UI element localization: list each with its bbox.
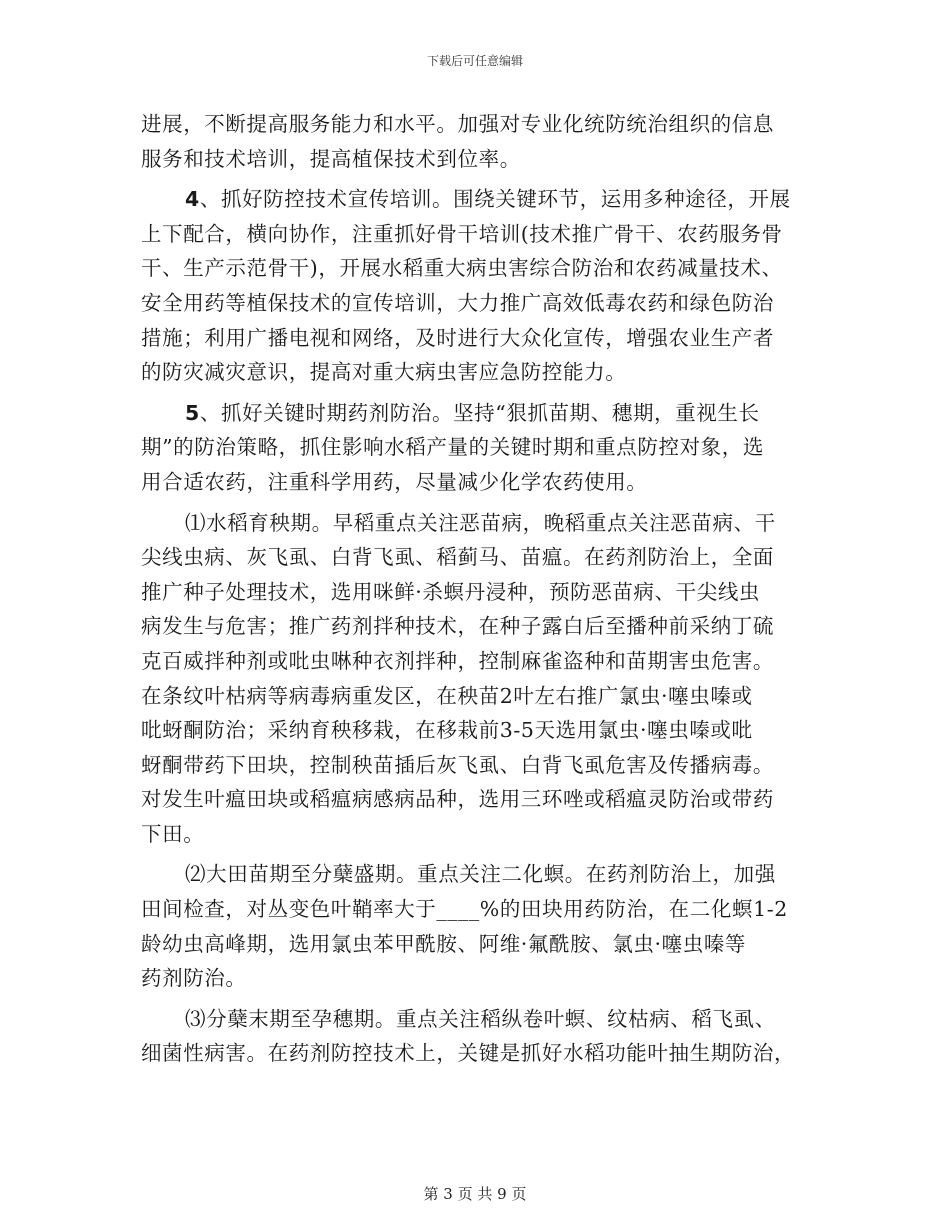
text-line: 服务和技术培训，提高植保技术到位率。	[141, 146, 521, 171]
paragraph-item-5	[141, 396, 813, 500]
text-line: 药剂防治。	[141, 966, 247, 991]
text-line	[141, 182, 813, 217]
text-line: 蚜酮带药下田块，控制秧苗插后灰飞虱、白背飞虱危害及传播病毒。	[141, 752, 774, 777]
text-line: 病发生与危害；推广药剂拌种技术，在种子露白后至播种前采纳丁硫	[141, 614, 774, 639]
text-line: 的防灾减灾意识，提高对重大病虫害应急防控能力。	[141, 360, 627, 385]
text-line: 下田。	[141, 821, 205, 846]
text-line: 用合适农药，注重科学用药，尽量减少化学农药使用。	[141, 469, 648, 494]
text-line: 进展，不断提高服务能力和水平。加强对专业化统防统治组织的信息	[141, 112, 774, 136]
page-header: 下载后可任意编辑	[426, 54, 523, 68]
text-line: 在条纹叶枯病等病毒病重发区，在秧苗2叶左右推广氯虫·噻虫嗪或	[141, 683, 753, 708]
text-line: 上下配合，横向协作，注重抓好骨干培训(技术推广骨干、农药服务骨	[141, 221, 783, 246]
text-line	[141, 396, 813, 431]
text-line: 田间检查，对丛变色叶鞘率大于____%的田块用药防治，在二化螟1-2	[141, 897, 788, 922]
text-line: ⑴水稻育秧期。早稻重点关注恶苗病，晚稻重点关注恶苗病、干	[185, 510, 776, 535]
paragraph-continuation	[141, 107, 813, 176]
paragraph-sub-3	[141, 1002, 813, 1071]
text-line: 期”的防治策略，抓住影响水稻产量的关键时期和重点防控对象，选	[141, 435, 764, 460]
text-line: 干、生产示范骨干)，开展水稻重大病虫害综合防治和农药减量技术、	[141, 256, 783, 281]
text-line: 细菌性病害。在药剂防控技术上，关键是抓好水稻功能叶抽生期防治，	[141, 1041, 796, 1066]
paragraph-sub-1	[141, 506, 813, 852]
text-line: ⑶分蘖末期至孕穗期。重点关注稻纵卷叶螟、纹枯病、稻飞虱、	[185, 1006, 776, 1031]
item-number: 4	[185, 187, 200, 212]
paragraph-sub-2	[141, 857, 813, 995]
paragraph-item-4	[141, 182, 813, 390]
document-body	[141, 107, 813, 1077]
text-line: 安全用药等植保技术的宣传培训，大力推广高效低毒农药和绿色防治	[141, 290, 774, 315]
text-line: 吡蚜酮防治；采纳育秧移栽，在移栽前3-5天选用氯虫·噻虫嗪或吡	[141, 718, 753, 743]
text-line: 推广种子处理技术，选用咪鲜·杀螟丹浸种，预防恶苗病、干尖线虫	[141, 579, 761, 604]
text-line: 龄幼虫高峰期，选用氯虫苯甲酰胺、阿维·氟酰胺、氯虫·噻虫嗪等	[141, 931, 747, 956]
text-line-content: 、抓好关键时期药剂防治。坚持“狠抓苗期、穗期，重视生长	[199, 400, 760, 425]
item-number: 5	[185, 400, 200, 425]
page-number: 第 3 页 共 9 页	[423, 1185, 527, 1203]
text-line: 尖线虫病、灰飞虱、白背飞虱、稻蓟马、苗瘟。在药剂防治上，全面	[141, 545, 774, 570]
text-line: 克百威拌种剂或吡虫啉种衣剂拌种，控制麻雀盗种和苗期害虫危害。	[141, 648, 774, 673]
text-line-content: 、抓好防控技术宣传培训。围绕关键环节，运用多种途径，开展	[199, 187, 791, 212]
text-line: 措施；利用广播电视和网络，及时进行大众化宣传，增强农业生产者	[141, 325, 774, 350]
text-line: ⑵大田苗期至分蘖盛期。重点关注二化螟。在药剂防治上，加强	[185, 862, 776, 887]
text-line: 对发生叶瘟田块或稻瘟病感病品种，选用三环唑或稻瘟灵防治或带药	[141, 787, 774, 812]
